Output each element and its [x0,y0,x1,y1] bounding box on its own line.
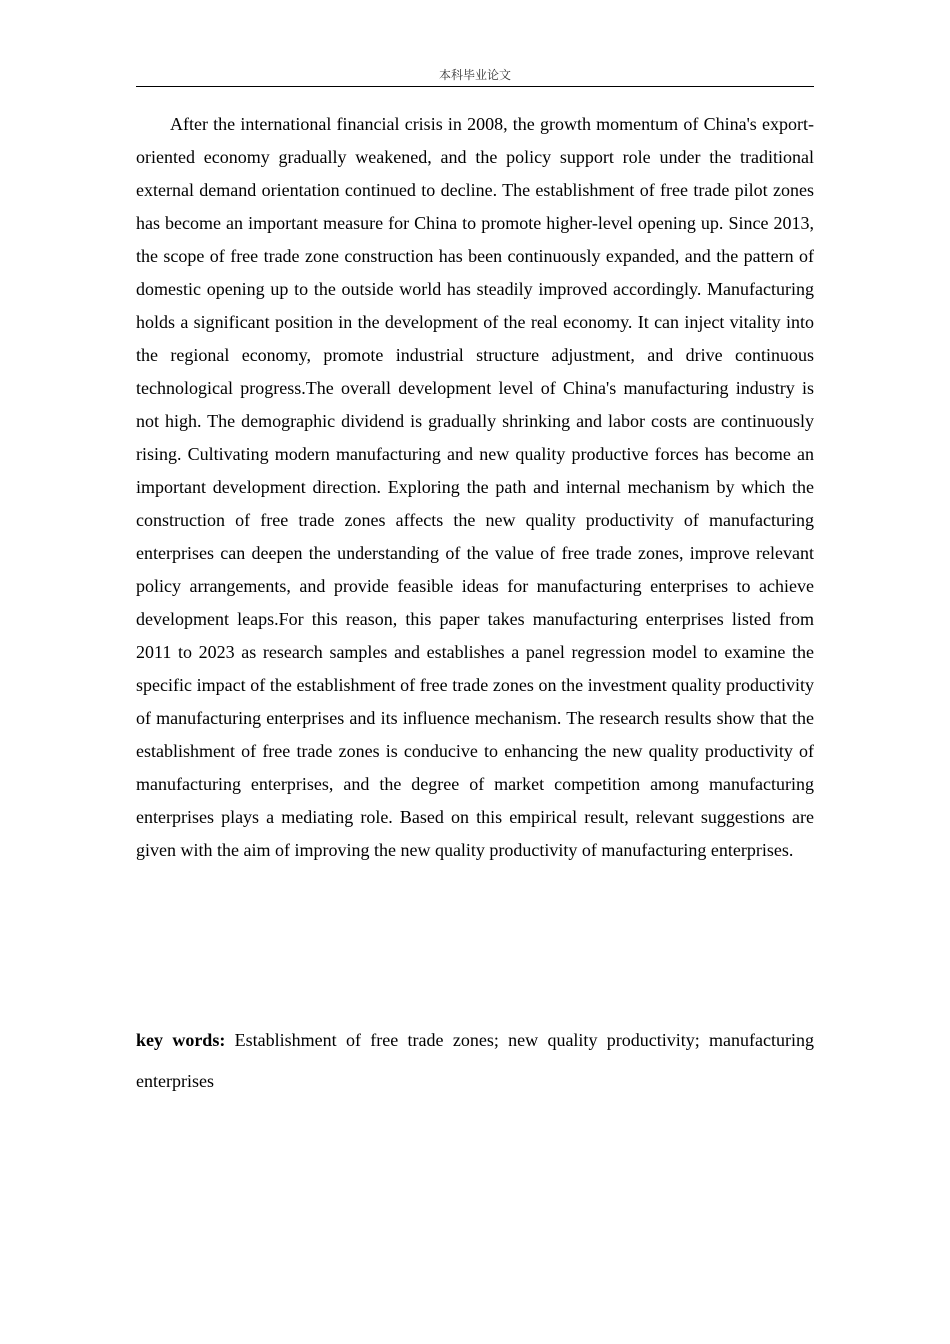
page-header [136,66,814,87]
keywords-label: key words: [136,1030,226,1050]
header-title: 本科毕业论文 [438,68,511,82]
keywords-paragraph [136,1020,814,1102]
keywords-text: Establishment of free trade zones; new quality productivity; manufacturing enterprises [136,1030,815,1091]
abstract-paragraph: After the international financial crisis in 2008, the growth momentum of China's export-oriented economy gradually weakened, and the policy support role under the traditional external demand orientation continued to decline. The establishment of free trade pilot zones has become an important measure for China to promote higher-level opening up. Since 2013, the scope of free trade zone construction has been continuously expanded, and the pattern of domestic opening up to the outside world has steadily improved accordingly. Manufacturing holds a significant position in the development of the real economy. It can inject vitality into the regional economy, promote industrial structure adjustment, and drive continuous technological progress.The overall development level of China's manufacturing industry is not high. The demographic dividend is gradually shrinking and labor costs are continuously rising. Cultivating modern manufacturing and new quality productive forces has become an important development direction. Exploring the path and internal mechanism by which the construction of free trade zones affects the new quality productivity of manufacturing enterprises can deepen the understanding of the value of free trade zones, improve relevant policy arrangements, and provide feasible ideas for manufacturing enterprises to achieve development leaps.For this reason, this paper takes manufacturing enterprises listed from 2011 to 2023 as research samples and establishes a panel regression model to examine the specific impact of the establishment of free trade zones on the investment quality productivity of manufacturing enterprises and its influence mechanism. The research results show that the establishment of free trade zones is conducive to enhancing the new quality productivity of manufacturing enterprises, and the degree of market competition among manufacturing enterprises plays a mediating role. Based on this empirical result, relevant suggestions are given with the aim of improving the new quality productivity of manufacturing enterprises. [136,114,814,860]
